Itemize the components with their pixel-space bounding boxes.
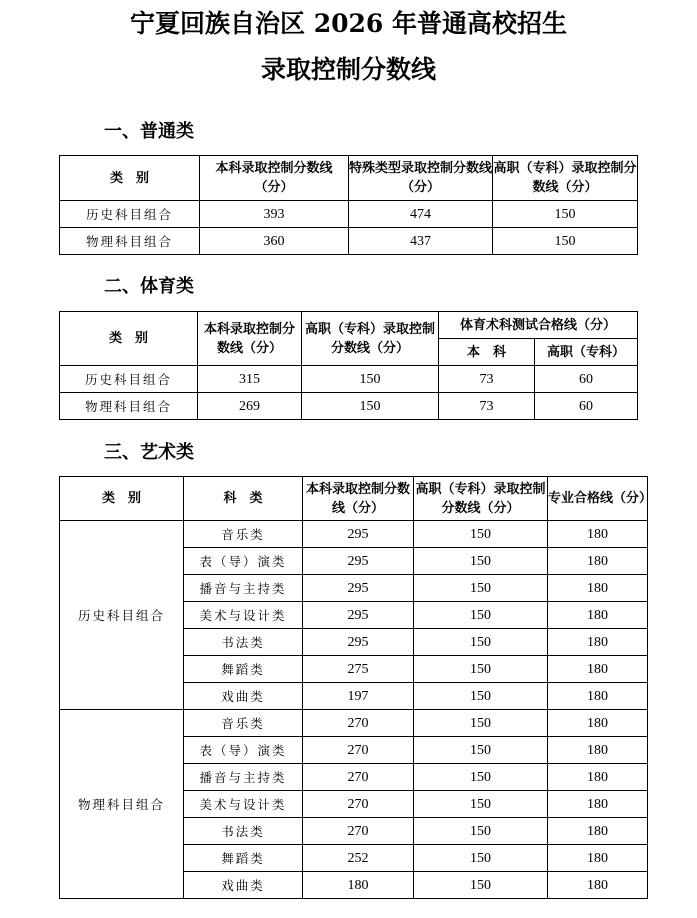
- subject-cell: 舞蹈类: [184, 845, 303, 872]
- cell-value: 252: [303, 845, 414, 872]
- cell-value: 60: [535, 393, 638, 420]
- cell-value: 150: [414, 602, 548, 629]
- cell-value: 180: [548, 710, 648, 737]
- cell-value: 150: [414, 521, 548, 548]
- cell-value: 180: [548, 602, 648, 629]
- header-category: 类 别: [60, 156, 200, 201]
- cell-value: 393: [200, 201, 349, 228]
- cell-value: 315: [198, 366, 302, 393]
- cell-value: 437: [349, 228, 493, 255]
- cell-value: 150: [414, 791, 548, 818]
- cell-value: 180: [548, 737, 648, 764]
- subject-cell: 音乐类: [184, 710, 303, 737]
- general-category-table: [59, 155, 638, 255]
- header-vocational-line: 高职（专科）录取控制分数线（分）: [302, 312, 439, 366]
- subject-cell: 美术与设计类: [184, 602, 303, 629]
- header-undergrad-line: 本科录取控制分数线（分）: [200, 156, 349, 201]
- cell-value: 269: [198, 393, 302, 420]
- row-label: 历史科目组合: [60, 366, 198, 393]
- cell-value: 150: [414, 656, 548, 683]
- cell-value: 295: [303, 548, 414, 575]
- subheader-undergrad: 本 科: [439, 339, 535, 366]
- cell-value: 150: [414, 872, 548, 899]
- cell-value: 180: [548, 548, 648, 575]
- header-undergrad-line: 本科录取控制分数线（分）: [198, 312, 302, 366]
- cell-value: 180: [548, 791, 648, 818]
- cell-value: 295: [303, 602, 414, 629]
- cell-value: 150: [414, 845, 548, 872]
- subject-cell: 音乐类: [184, 521, 303, 548]
- cell-value: 150: [414, 629, 548, 656]
- cell-value: 180: [548, 521, 648, 548]
- cell-value: 180: [303, 872, 414, 899]
- subject-cell: 戏曲类: [184, 872, 303, 899]
- cell-value: 180: [548, 575, 648, 602]
- cell-value: 180: [548, 683, 648, 710]
- header-professional-line: 专业合格线（分）: [548, 477, 648, 521]
- header-undergrad-line: 本科录取控制分数线（分）: [303, 477, 414, 521]
- table-row: [60, 710, 648, 737]
- row-label: 物理科目组合: [60, 393, 198, 420]
- cell-value: 150: [414, 764, 548, 791]
- cell-value: 73: [439, 366, 535, 393]
- cell-value: 150: [493, 228, 638, 255]
- group-label-history: 历史科目组合: [60, 521, 184, 710]
- cell-value: 150: [414, 575, 548, 602]
- cell-value: 270: [303, 791, 414, 818]
- arts-category-table: [59, 476, 653, 899]
- header-vocational-line: 高职（专科）录取控制分数线（分）: [414, 477, 548, 521]
- cell-value: 150: [302, 393, 439, 420]
- section-heading-sports: 二、体育类: [104, 276, 194, 297]
- subject-cell: 表（导）演类: [184, 548, 303, 575]
- cell-value: 150: [414, 710, 548, 737]
- subject-cell: 书法类: [184, 629, 303, 656]
- header-category: 类 别: [60, 477, 184, 521]
- cell-value: 270: [303, 818, 414, 845]
- header-special-line: 特殊类型录取控制分数线（分）: [349, 156, 493, 201]
- cell-value: 150: [414, 683, 548, 710]
- cell-value: 275: [303, 656, 414, 683]
- table-row: [60, 393, 638, 420]
- subheader-vocational: 高职（专科）: [535, 339, 638, 366]
- cell-value: 150: [302, 366, 439, 393]
- cell-value: 270: [303, 710, 414, 737]
- cell-value: 295: [303, 575, 414, 602]
- cell-value: 360: [200, 228, 349, 255]
- document-title-line2: 录取控制分数线: [260, 55, 436, 84]
- subject-cell: 书法类: [184, 818, 303, 845]
- cell-value: 150: [414, 548, 548, 575]
- cell-value: 295: [303, 521, 414, 548]
- header-vocational-line: 高职（专科）录取控制分数线（分）: [493, 156, 638, 201]
- cell-value: 180: [548, 629, 648, 656]
- subject-cell: 戏曲类: [184, 683, 303, 710]
- cell-value: 180: [548, 872, 648, 899]
- table-row: [60, 521, 648, 548]
- cell-value: 180: [548, 845, 648, 872]
- cell-value: 295: [303, 629, 414, 656]
- row-label: 历史科目组合: [60, 201, 200, 228]
- table-row: [60, 228, 638, 255]
- cell-value: 270: [303, 737, 414, 764]
- section-heading-arts: 三、艺术类: [104, 442, 194, 463]
- header-sports-test-line: 体育术科测试合格线（分）: [439, 312, 638, 339]
- sports-category-table: [59, 311, 638, 420]
- cell-value: 60: [535, 366, 638, 393]
- cell-value: 180: [548, 656, 648, 683]
- header-subject: 科 类: [184, 477, 303, 521]
- subject-cell: 播音与主持类: [184, 764, 303, 791]
- row-label: 物理科目组合: [60, 228, 200, 255]
- document-title-line1: 宁夏回族自治区 2026 年普通高校招生: [130, 9, 567, 38]
- subject-cell: 播音与主持类: [184, 575, 303, 602]
- subject-cell: 美术与设计类: [184, 791, 303, 818]
- subject-cell: 舞蹈类: [184, 656, 303, 683]
- cell-value: 150: [414, 737, 548, 764]
- cell-value: 150: [414, 818, 548, 845]
- cell-value: 180: [548, 818, 648, 845]
- header-category: 类 别: [60, 312, 198, 366]
- subject-cell: 表（导）演类: [184, 737, 303, 764]
- table-row: [60, 366, 638, 393]
- cell-value: 73: [439, 393, 535, 420]
- section-heading-general: 一、普通类: [104, 121, 194, 142]
- cell-value: 180: [548, 764, 648, 791]
- cell-value: 150: [493, 201, 638, 228]
- table-row: [60, 201, 638, 228]
- group-label-physics: 物理科目组合: [60, 710, 184, 899]
- cell-value: 474: [349, 201, 493, 228]
- cell-value: 270: [303, 764, 414, 791]
- cell-value: 197: [303, 683, 414, 710]
